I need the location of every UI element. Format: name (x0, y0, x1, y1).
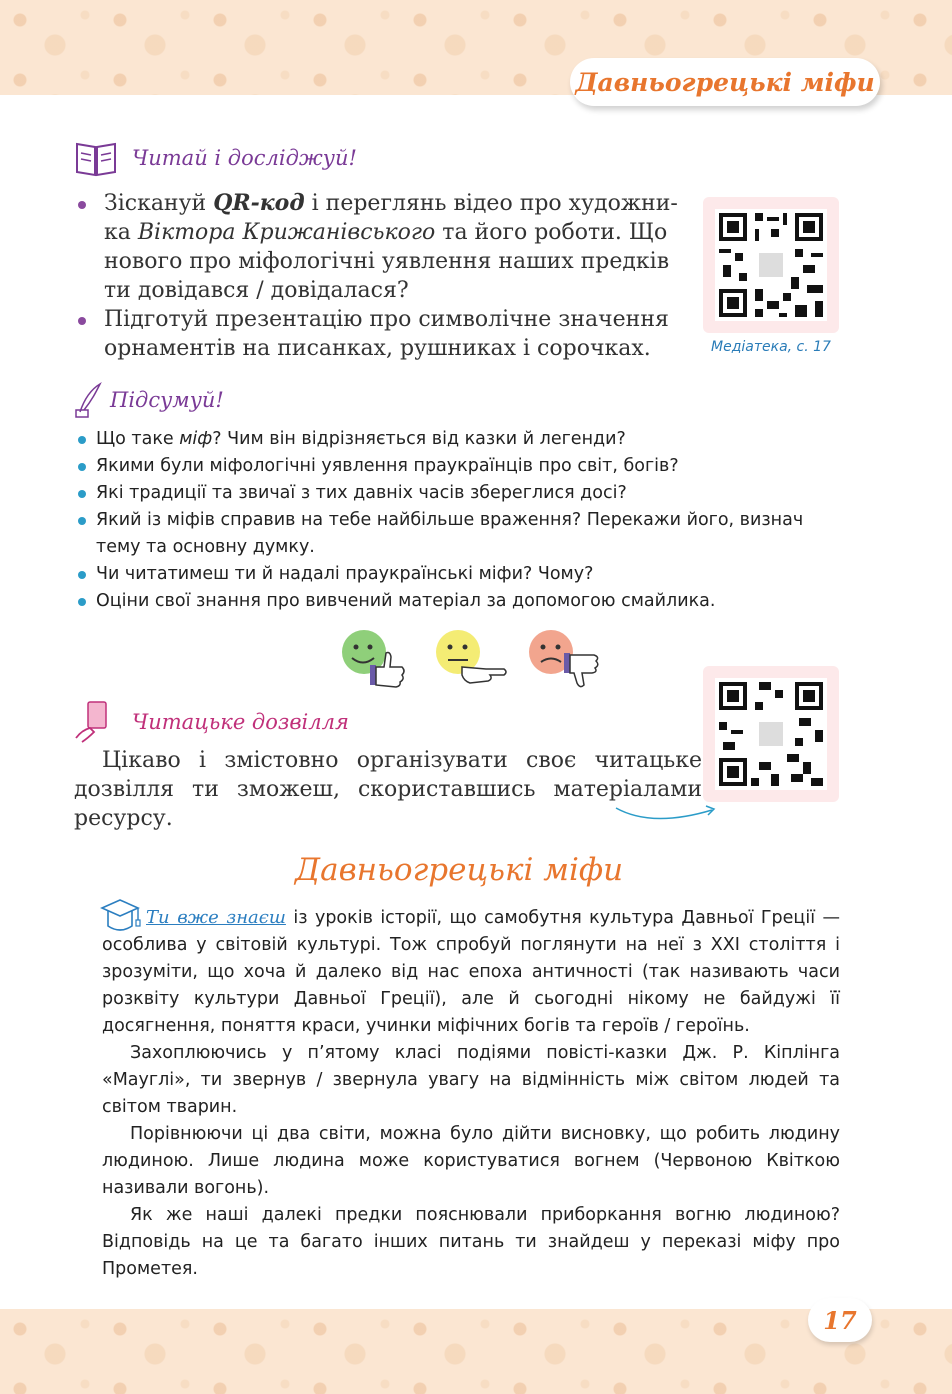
running-header-title: Давньогрецькі міфи (575, 67, 875, 97)
list-item: Підготуй презентацію про символічне значення орнаментів на писанках, рушниках і сорочках. (74, 305, 682, 363)
read-section-header (74, 138, 357, 178)
list-item: Чи читатимеш ти й надалі праукраїнські міфи? Чому? (74, 561, 844, 588)
open-book-icon (74, 138, 118, 178)
list-item: Якими були міфологічні уявлення праукраїнців про світ, богів? (74, 453, 844, 480)
list-item: Зіскануй QR-код і переглянь відео про художни-ка Віктора Крижанівського та його роботи. Що нового про міфологічні уявлення наших предків ти довідався / довідалася? (74, 189, 682, 305)
summary-section-title: Підсумуй! (110, 388, 224, 412)
qr-code-icon (715, 678, 827, 790)
sad-smiley-thumbs-down-icon[interactable] (529, 630, 598, 687)
section-title: Давньогрецькі міфи (294, 852, 624, 888)
tablet-hand-icon (74, 700, 114, 744)
running-header (570, 58, 880, 106)
read-section-list (74, 189, 682, 363)
curved-arrow-icon (612, 798, 722, 828)
you-already-know-highlight: Ти вже знаєш (146, 907, 286, 928)
main-text (102, 904, 840, 1283)
leisure-text: Цікаво і змістовно організувати своє читацьке дозвілля ти зможеш, скориставшись матеріалами ресурсу. (74, 748, 702, 831)
happy-smiley-thumbs-up-icon[interactable] (342, 630, 404, 687)
leisure-section-header (74, 700, 349, 744)
qr-caption: Медіатека, с. 17 (711, 339, 831, 355)
paragraph: Захоплюючись у п’ятому класі подіями повісті-казки Дж. Р. Кіплінга «Мауглі», ти звернув / звернула увагу на відмінність між світом людей та світом тварин. (102, 1043, 840, 1117)
summary-section-list (74, 426, 844, 615)
leisure-section-title: Читацьке дозвілля (132, 710, 349, 734)
list-item: Оціни свої знання про вивчений матеріал за допомогою смайлика. (74, 588, 844, 615)
list-item: Які традиції та звичаї з тих давніх часів збереглися досі? (74, 480, 844, 507)
qr-code-resource[interactable] (703, 666, 839, 802)
page-number: 17 (808, 1298, 872, 1342)
intro-paragraph: Ти вже знаєш із уроків історії, що самобутня культура Давньої Греції — особлива у світовій культурі. Тож спробуй поглянути на неї з XXI століття і зрозуміти, що хоча й далеко від нас епоха античності (так називають часи розквіту культури Давньої Греції), але й сьогодні нікому не байдужі її досягнення, поняття краси, учинки міфічних богів та героїв / героїнь. (102, 907, 840, 1036)
neutral-smiley-pointing-icon[interactable] (436, 630, 506, 683)
read-section-title: Читай і досліджуй! (132, 146, 357, 170)
list-item: Який із міфів справив на тебе найбільше враження? Перекажи його, визнач тему та основну думку. (74, 507, 844, 561)
list-item: Що таке міф? Чим він відрізняється від казки й легенди? (74, 426, 844, 453)
qr-code-icon (715, 209, 827, 321)
summary-section-header (74, 382, 224, 418)
smiley-rating (338, 627, 608, 693)
paragraph: Як же наші далекі предки пояснювали приборкання вогню людиною? Відповідь на це та багато інших питань ти знайдеш у переказі міфу про Прометея. (102, 1205, 840, 1279)
quill-icon (74, 382, 104, 418)
paragraph: Порівнюючи ці два світи, можна було дійти висновку, що робить людину людиною. Лише людина може користуватися вогнем (Червоною Квіткою називали вогонь). (102, 1124, 840, 1198)
qr-code-mediateka[interactable] (703, 197, 839, 333)
